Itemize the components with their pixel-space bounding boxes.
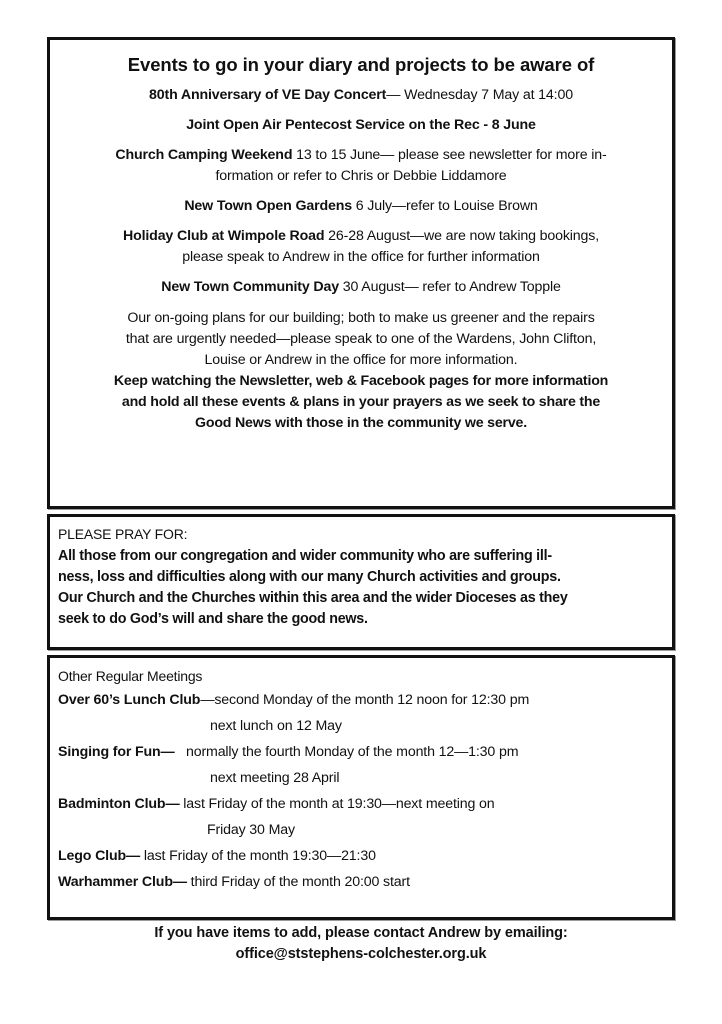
keep-line: and hold all these events & plans in your prayers as we seek to share the — [121, 394, 601, 410]
events-box — [47, 37, 675, 509]
prayer-box — [47, 514, 675, 650]
meeting-name: Warhammer Club— — [58, 874, 187, 890]
event-detail: 26-28 August—we are now taking bookings, — [324, 228, 600, 244]
contact-footer — [0, 923, 722, 965]
event-detail: 13 to 15 June— please see newsletter for more in- — [292, 147, 607, 163]
prayer-line: Our Church and the Churches within this area and the wider Dioceses as they — [58, 590, 568, 606]
event-item — [50, 277, 672, 298]
meeting-detail: —second Monday of the month 12 noon for 12:30 pm — [200, 692, 530, 708]
plans-line: Louise or Andrew in the office for more information. — [204, 352, 518, 368]
plans-line: that are urgently needed—please speak to one of the Wardens, John Clifton, — [125, 331, 597, 347]
event-name: New Town Community Day — [161, 279, 339, 295]
prayer-line: seek to do God’s will and share the good news. — [58, 611, 368, 627]
meeting-item — [58, 791, 672, 817]
meeting-next: next lunch on 12 May — [210, 718, 342, 734]
event-item — [50, 226, 672, 268]
meetings-box — [47, 655, 675, 920]
meeting-name: Singing for Fun— — [58, 744, 175, 760]
prayer-text — [58, 546, 672, 630]
prayer-line: ness, loss and difficulties along with our many Church activities and groups. — [58, 569, 561, 585]
event-item — [50, 115, 672, 136]
meeting-detail: last Friday of the month at 19:30—next meeting on — [179, 796, 495, 812]
contact-text: If you have items to add, please contact Andrew by emailing: — [154, 925, 568, 941]
keep-line: Keep watching the Newsletter, web & Facebook pages for more information — [113, 373, 609, 389]
meeting-detail: third Friday of the month 20:00 start — [186, 874, 410, 890]
event-detail-continued: formation or refer to Chris or Debbie Liddamore — [215, 168, 507, 184]
plans-line: Our on-going plans for our building; both to make us greener and the repairs — [127, 310, 595, 326]
event-name: Joint Open Air Pentecost Service on the Rec - 8 June — [186, 117, 536, 133]
event-name: Church Camping Weekend — [115, 147, 293, 163]
prayer-heading: PLEASE PRAY FOR: — [58, 526, 188, 542]
meeting-name: Over 60’s Lunch Club — [58, 692, 201, 708]
meeting-detail: normally the fourth Monday of the month 12—1:30 pm — [174, 744, 519, 760]
prayer-line: All those from our congregation and wider community who are suffering ill- — [58, 548, 552, 564]
event-item — [50, 85, 672, 106]
meeting-item — [58, 739, 672, 765]
event-name: New Town Open Gardens — [184, 198, 352, 214]
events-title: Events to go in your diary and projects to be aware of — [127, 54, 595, 75]
meeting-next: Friday 30 May — [207, 822, 295, 838]
event-detail: 30 August— refer to Andrew Topple — [338, 279, 561, 295]
meeting-next: next meeting 28 April — [210, 770, 340, 786]
contact-email[interactable]: office@ststephens-colchester.org.uk — [235, 946, 487, 962]
keep-line: Good News with those in the community we serve. — [195, 415, 527, 431]
meeting-item — [58, 869, 672, 895]
meeting-item — [58, 843, 672, 869]
event-detail: — Wednesday 7 May at 14:00 — [386, 87, 573, 103]
event-item — [50, 145, 672, 187]
event-name: 80th Anniversary of VE Day Concert — [149, 87, 387, 103]
meeting-item — [58, 687, 672, 713]
event-detail-continued: please speak to Andrew in the office for further information — [182, 249, 540, 265]
event-item — [50, 196, 672, 217]
meeting-name: Badminton Club— — [58, 796, 180, 812]
meeting-name: Lego Club— — [58, 848, 141, 864]
building-plans-text — [50, 308, 672, 371]
meeting-detail: last Friday of the month 19:30—21:30 — [140, 848, 376, 864]
event-name: Holiday Club at Wimpole Road — [122, 228, 325, 244]
event-detail: 6 July—refer to Louise Brown — [351, 198, 538, 214]
keep-watching-text — [50, 371, 672, 434]
meetings-heading: Other Regular Meetings — [58, 668, 203, 684]
